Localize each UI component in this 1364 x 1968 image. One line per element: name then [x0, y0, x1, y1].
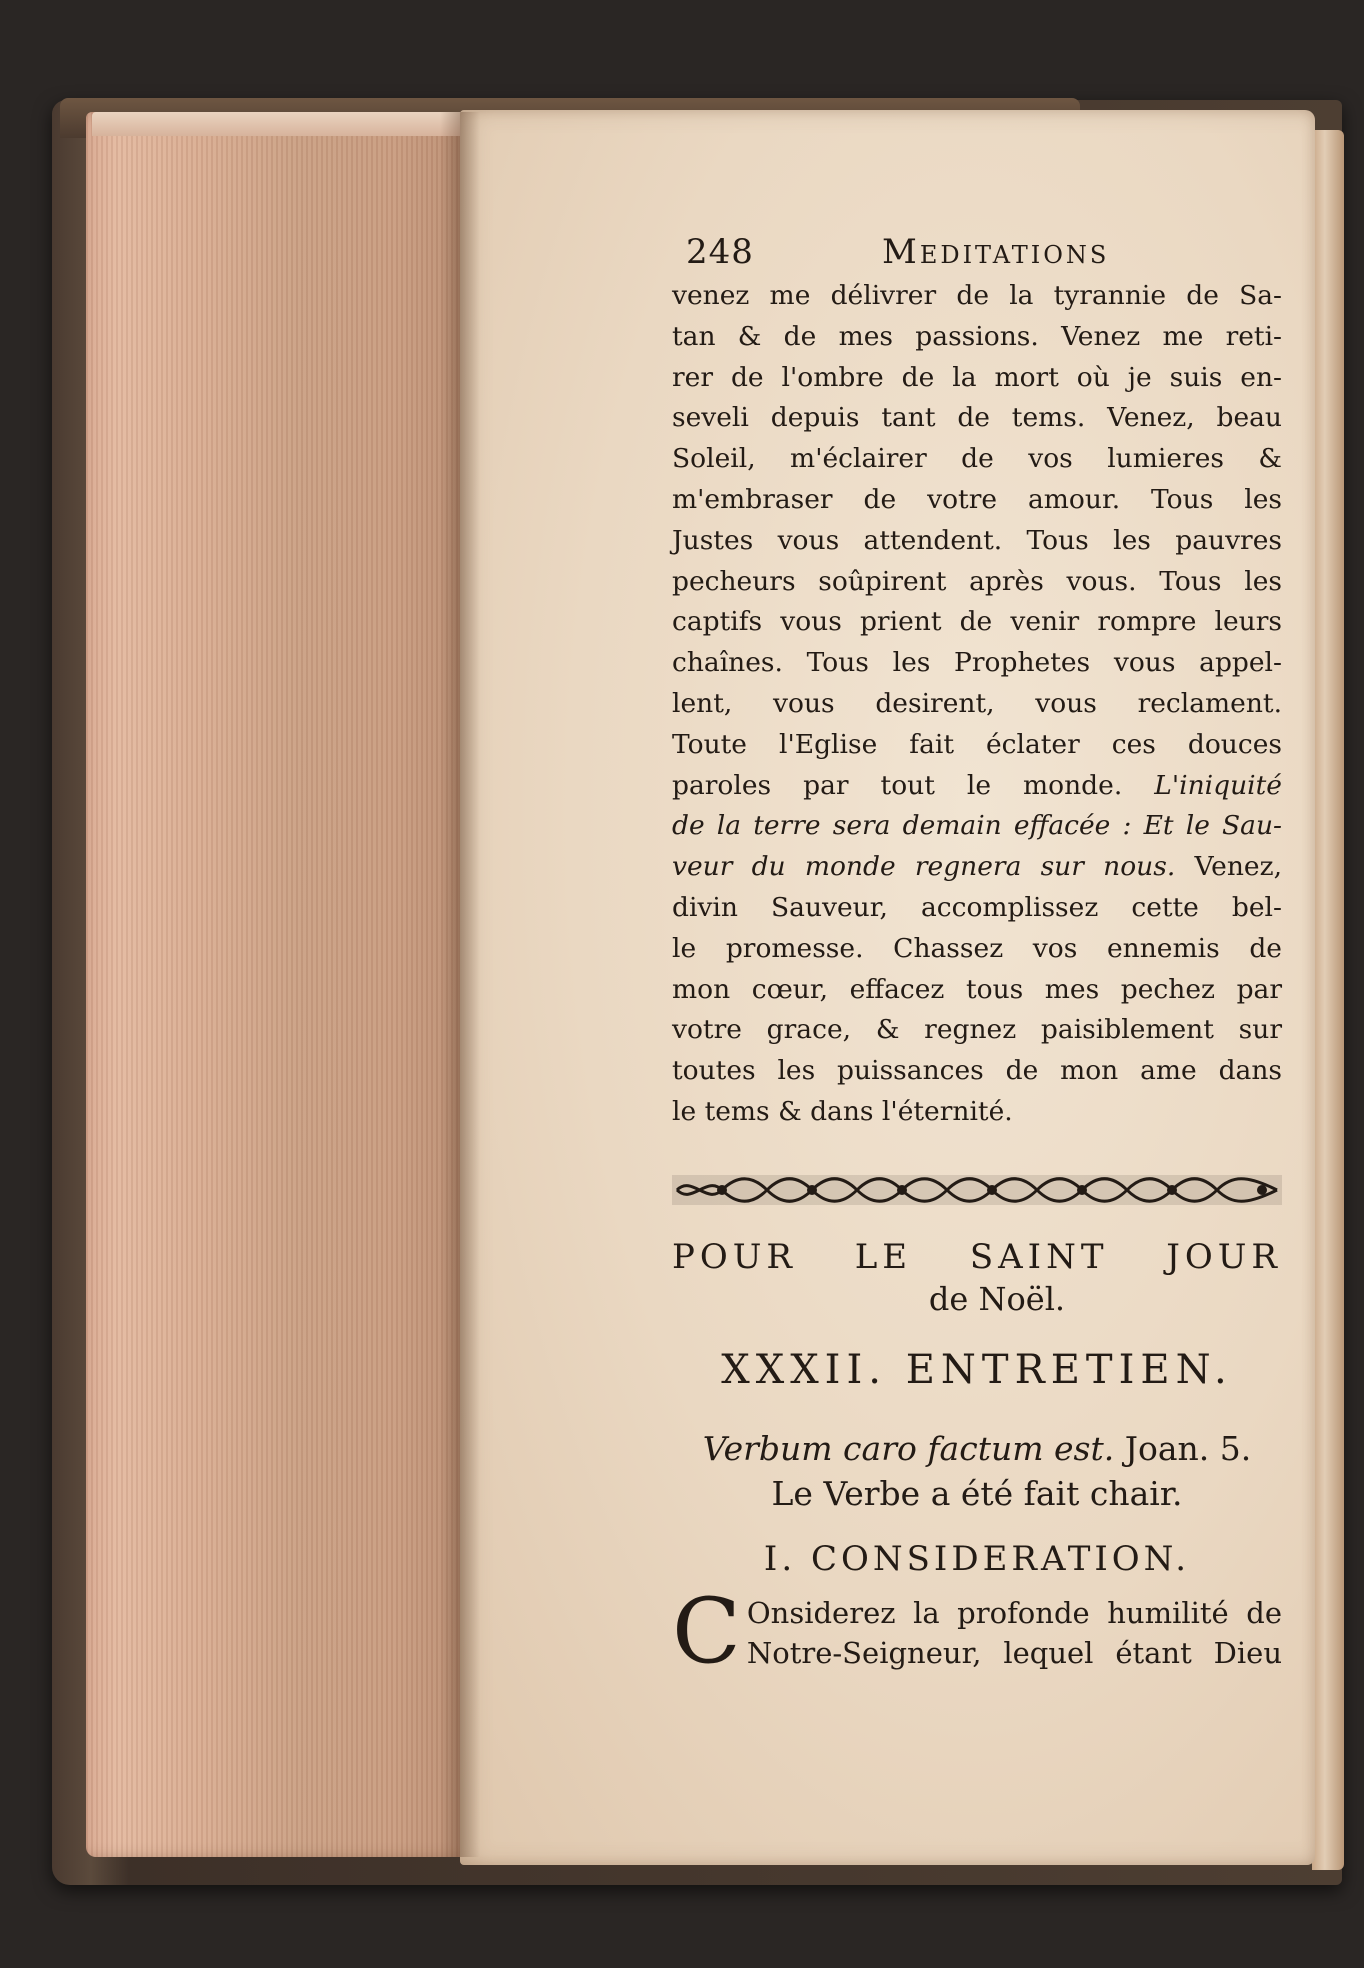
- consideration-heading: I. CONSIDERATION.: [763, 1538, 1191, 1579]
- text-line-mixed: [672, 847, 1282, 888]
- latin-epigraph: [672, 1427, 1282, 1471]
- entretien-title: XXXII. ENTRETIEN.: [721, 1346, 1233, 1393]
- roman-text: Venez,: [1194, 851, 1282, 883]
- text-line: toutes les puissances de mon ame dans: [672, 1055, 1282, 1087]
- text-line-italic: de la terre sera demain effacée : Et le Sau-: [672, 810, 1282, 842]
- running-head: [672, 232, 1282, 276]
- text-line: seveli depuis tant de tems. Venez, beau: [672, 402, 1282, 434]
- section-heading: POUR LE SAINT JOUR: [672, 1236, 1282, 1277]
- italic-text: L'iniquité: [1154, 769, 1282, 801]
- section-subheading: de Noël.: [928, 1279, 1066, 1318]
- page-content: [672, 232, 1282, 1684]
- text-line-mixed: [672, 766, 1282, 807]
- roman-text: paroles par tout le monde.: [672, 769, 1123, 801]
- facing-page-edge: [1312, 130, 1344, 1870]
- text-line: Soleil, m'éclairer de vos lumieres &: [672, 443, 1282, 475]
- body-text: [672, 276, 1282, 1133]
- gutter-shadow: [440, 112, 480, 1857]
- text-line: captifs vous prient de venir rompre leurs: [672, 606, 1282, 638]
- text-line: pecheurs soûpirent après vous. Tous les: [672, 565, 1282, 597]
- page-stack-top: [92, 112, 462, 136]
- consideration-paragraph: [672, 1578, 1282, 1684]
- text-line: Onsiderez la profonde humilité de: [746, 1595, 1282, 1630]
- text-line: chaînes. Tous les Prophetes vous appel-: [672, 647, 1282, 679]
- text-line: Justes vous attendent. Tous les pauvres: [672, 524, 1282, 556]
- text-line: le promesse. Chassez vos ennemis de: [672, 932, 1282, 964]
- italic-text: veur du monde regnera sur nous.: [672, 851, 1176, 883]
- page-number: 248: [686, 232, 754, 272]
- text-line: votre grace, & regnez paisiblement sur: [672, 1014, 1282, 1046]
- text-line: rer de l'ombre de la mort où je suis en-: [672, 361, 1282, 393]
- text-line: divin Sauveur, accomplissez cette bel-: [672, 891, 1282, 923]
- text-line: mon cœur, effacez tous mes pechez par: [672, 973, 1282, 1005]
- latin-quote: Verbum caro factum est.: [702, 1428, 1115, 1468]
- text-line: venez me délivrer de la tyrannie de Sa-: [672, 280, 1282, 311]
- scripture-reference: Joan. 5.: [1124, 1428, 1252, 1468]
- decorative-ornament-band: [672, 1173, 1282, 1207]
- text-line: m'embraser de votre amour. Tous les: [672, 483, 1282, 515]
- running-title: Meditations: [882, 232, 1110, 272]
- french-translation: Le Verbe a été fait chair.: [771, 1473, 1183, 1513]
- drop-cap: C: [672, 1578, 741, 1684]
- text-line: Toute l'Eglise fait éclater ces douces: [672, 728, 1282, 760]
- text-line: le tems & dans l'éternité.: [672, 1095, 1013, 1127]
- text-line: lent, vous desirent, vous reclament.: [672, 687, 1282, 719]
- text-line: Notre-Seigneur, lequel étant Dieu: [746, 1635, 1282, 1670]
- page-stack-edge: [86, 112, 471, 1857]
- text-line: tan & de mes passions. Venez me reti-: [672, 320, 1282, 352]
